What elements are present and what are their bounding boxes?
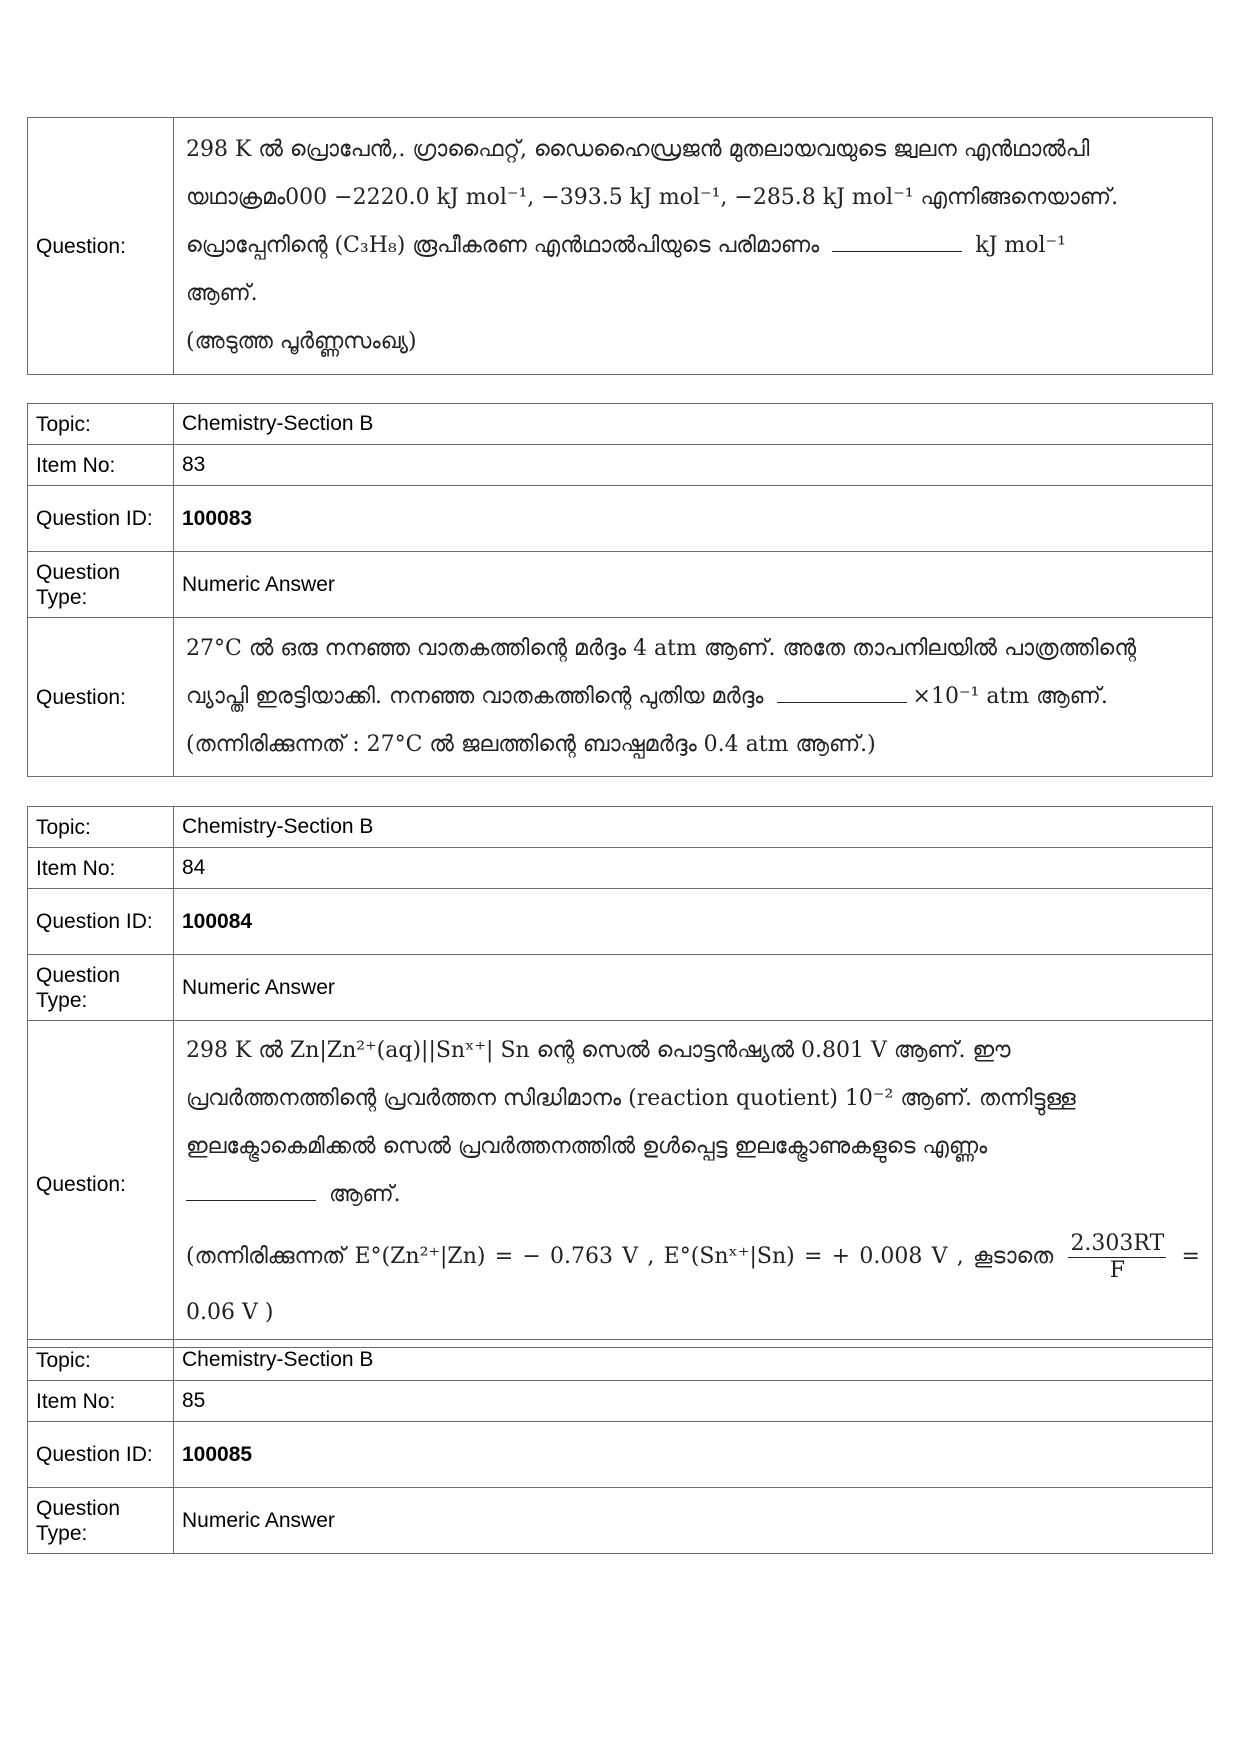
question-label: Question: <box>28 118 174 375</box>
topic-label: Topic: <box>28 1340 174 1381</box>
question-block-84 <box>27 806 1213 1348</box>
electrode-potential-sn: E°(Snˣ⁺|Sn) = + 0.008 V , കൂടാതെ <box>663 1244 1054 1269</box>
question-type-label: Question Type: <box>28 1488 174 1554</box>
question-type-value: Numeric Answer <box>174 552 1213 618</box>
given-line: (തന്നിരിക്കുന്നത് E°(Zn²⁺|Zn) = − 0.763 V , E°(Snˣ⁺|Sn) = + 0.008 V , കൂടാതെ $\frac{2.303RT}{F}$ = 0.06 V ) <box>186 1230 1200 1325</box>
question-id-label: Question ID: <box>28 1422 174 1488</box>
item-no-label: Item No: <box>28 1381 174 1422</box>
question-text <box>174 618 1213 777</box>
item-no-label: Item No: <box>28 848 174 889</box>
item-no-value: 83 <box>174 445 1213 486</box>
question-line: (അടുത്ത പൂർണ്ണസംഖ്യ) <box>186 329 417 354</box>
answer-blank <box>186 1182 316 1201</box>
question-id-value: 100084 <box>174 889 1213 955</box>
question-id-value: 100085 <box>174 1422 1213 1488</box>
question-id-value: 100083 <box>174 486 1213 552</box>
question-line: പ്രൊപ്പേനിന്റെ (C₃H₈) രൂപീകരണ എൻഥാൽപിയുടെ പരിമാണം kJ mol⁻¹ <box>186 233 1066 258</box>
question-line: പ്രവർത്തനത്തിന്റെ പ്രവർത്തന സിദ്ധിമാനം (reaction quotient) 10⁻² ആണ്. തന്നിട്ടുള്ള <box>186 1086 1076 1111</box>
question-line: 27°C ൽ ഒരു നനഞ്ഞ വാതകത്തിന്റെ മർദ്ദം 4 atm ആണ്. അതേ താപനിലയിൽ പാത്രത്തിന്റെ <box>186 636 1137 661</box>
question-text <box>174 118 1213 375</box>
answer-blank <box>777 684 907 703</box>
question-line: വ്യാപ്തി ഇരട്ടിയാക്കി. നനഞ്ഞ വാതകത്തിന്റെ പുതിയ മർദ്ദം ×10⁻¹ atm ആണ്. <box>186 684 1108 709</box>
topic-value: Chemistry-Section B <box>174 1340 1213 1381</box>
question-line: (തന്നിരിക്കുന്നത് : 27°C ൽ ജലത്തിന്റെ ബാഷ്പമർദ്ദം 0.4 atm ആണ്.) <box>186 732 876 757</box>
question-line: യഥാക്രമം000 −2220.0 kJ mol⁻¹, −393.5 kJ mol⁻¹, −285.8 kJ mol⁻¹ എന്നിങ്ങനെയാണ്. <box>186 185 1119 210</box>
question-line: 298 K ൽ പ്രൊപേൻ,. ഗ്രാഫൈറ്റ്, ഡൈഹൈഡ്രജൻ മുതലായവയുടെ ജ്വലന എൻഥാൽപി <box>186 137 1090 162</box>
electrode-potential-zn: E°(Zn²⁺|Zn) = − 0.763 V , <box>354 1244 655 1269</box>
answer-blank <box>832 233 962 252</box>
topic-value: Chemistry-Section B <box>174 807 1213 848</box>
question-line: ആണ്. <box>186 281 258 306</box>
item-no-value: 85 <box>174 1381 1213 1422</box>
question-text <box>174 1021 1213 1348</box>
question-label: Question: <box>28 618 174 777</box>
topic-label: Topic: <box>28 807 174 848</box>
item-no-value: 84 <box>174 848 1213 889</box>
question-type-value: Numeric Answer <box>174 955 1213 1021</box>
question-block-83 <box>27 403 1213 777</box>
question-line: 298 K ൽ Zn|Zn²⁺(aq)||Snˣ⁺| Sn ന്റെ സെൽ പൊട്ടൻഷ്യൽ 0.801 V ആണ്. ഈ <box>186 1038 1011 1063</box>
question-line: ഇലക്ട്രോകെമിക്കൽ സെൽ പ്രവർത്തനത്തിൽ ഉൾപ്പെട്ട ഇലക്ട്രോണുകളുടെ എണ്ണം <box>186 1134 988 1159</box>
question-id-label: Question ID: <box>28 889 174 955</box>
nernst-fraction: $\frac{2.303RT}{F}$ <box>1070 1230 1165 1283</box>
question-line: ആണ്. <box>186 1171 1200 1219</box>
topic-label: Topic: <box>28 404 174 445</box>
item-no-label: Item No: <box>28 445 174 486</box>
question-label: Question: <box>28 1021 174 1348</box>
question-type-label: Question Type: <box>28 552 174 618</box>
question-type-value: Numeric Answer <box>174 1488 1213 1554</box>
question-block-85 <box>27 1339 1213 1554</box>
question-type-label: Question Type: <box>28 955 174 1021</box>
topic-value: Chemistry-Section B <box>174 404 1213 445</box>
question-block-82 <box>27 117 1213 375</box>
question-id-label: Question ID: <box>28 486 174 552</box>
